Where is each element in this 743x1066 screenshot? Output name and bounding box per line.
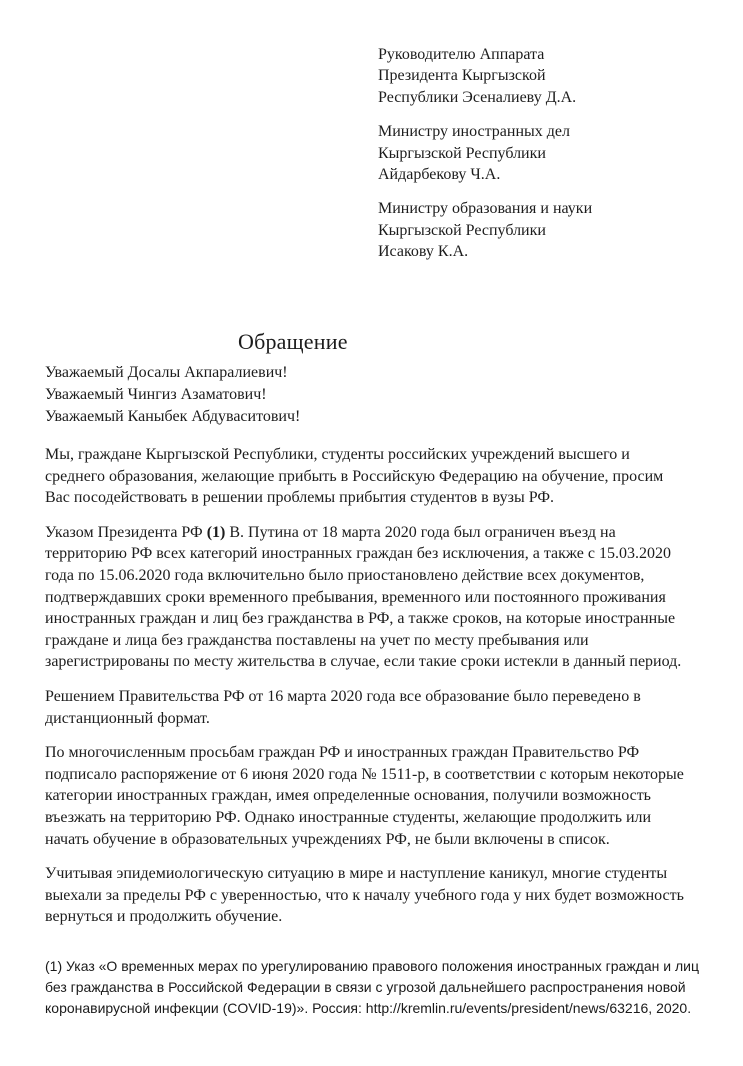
document-title: Обращение — [238, 329, 348, 354]
greetings-block — [45, 362, 300, 427]
recipient-line: Исакову К.А. — [378, 243, 469, 261]
paragraph-text: В. Путина от 18 марта 2020 года был ограничен въезд на территорию РФ всех категорий иностранных граждан без исключения, а также с 15.03.2020 года по 15.06.2020 года включительно было приостановлено действие всех документов, подтверждавших сроки временного пребывания, временного или постоянного проживания иностранных граждан и лиц без гражданства в РФ, а также сроков, на которые иностранные граждане и лица без гражданства поставлены на учет по месту пребывания или зарегистрированы по месту жительства в случае, если такие сроки истекли в данный период. — [45, 523, 682, 671]
recipient-head-of-administration — [378, 44, 592, 108]
recipient-block — [378, 44, 592, 276]
paragraph-presidential-decree — [45, 522, 690, 673]
recipient-minister-education — [378, 198, 592, 262]
paragraph-intro: Мы, граждане Кыргызской Республики, студенты российских учреждений высшего и среднего образования, желающие прибыть в Российскую Федерацию на обучение, просим Вас посодействовать в решении проблемы прибытия студентов в вузы РФ. — [45, 446, 664, 507]
recipient-line: Руководителю Аппарата — [378, 46, 545, 63]
greeting-line: Уважаемый Каныбек Абдуваситович! — [45, 407, 301, 425]
recipient-minister-foreign-affairs — [378, 121, 592, 185]
recipient-line: Кыргызской Республики — [378, 221, 546, 239]
footnote: (1) Указ «О временных мерах по урегулированию правового положения иностранных граждан и лиц без гражданства в Российской Федерации в связи с угрозой дальнейшего распространения новой коронавирусной инфекции (COVID-19)». Россия: http://kremlin.ru/events/president/news/63216, 2020. — [45, 958, 699, 1016]
paragraph-epidemiological-situation: Учитывая эпидемиологическую ситуацию в мире и наступление каникул, многие студенты выехали за пределы РФ с уверенностью, что к началу учебного года у них будет возможность вернуться и продолжить обучение. — [45, 865, 684, 926]
paragraph-government-decision: Решением Правительства РФ от 16 марта 2020 года все образование было переведено в дистанционный формат. — [45, 687, 641, 727]
paragraph-text: Указом Президента РФ — [45, 523, 207, 541]
greeting-line: Уважаемый Чингиз Азаматович! — [45, 385, 267, 403]
footnote-reference-marker: (1) — [206, 523, 226, 541]
recipient-line: Кыргызской Республики — [378, 144, 546, 162]
recipient-line: Республики Эсеналиеву Д.А. — [378, 88, 577, 106]
recipient-line: Министру образования и науки — [378, 200, 593, 218]
greeting-line: Уважаемый Досалы Акпаралиевич! — [45, 364, 288, 381]
recipient-line: Министру иностранных дел — [378, 123, 571, 141]
letter-body — [45, 444, 690, 941]
paragraph-directive-1511: По многочисленным просьбам граждан РФ и иностранных граждан Правительство РФ подписало распоряжение от 6 июня 2020 года № 1511-р, в соответствии с которым некоторые категории иностранных граждан, имея определенные основания, получили возможность въезжать на территорию РФ. Однако иностранные студенты, желающие продолжить или начать обучение в образовательных учреждениях РФ, не были включены в список. — [45, 744, 684, 848]
recipient-line: Президента Кыргызской — [378, 67, 546, 85]
recipient-line: Айдарбекову Ч.А. — [378, 166, 501, 184]
